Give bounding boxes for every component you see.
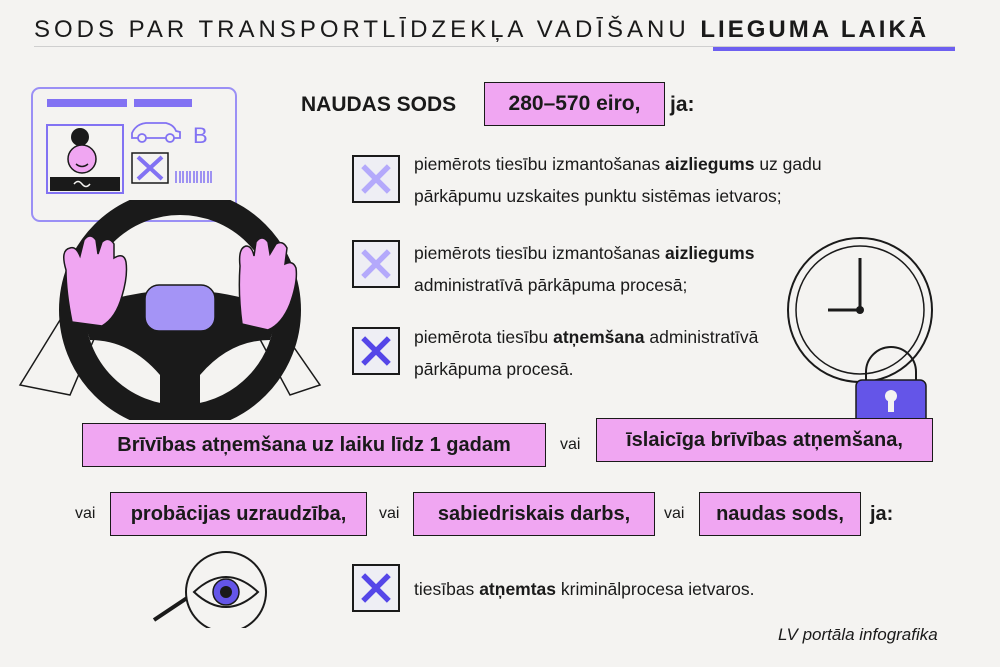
cross-icon: [352, 240, 400, 288]
fine-suffix: ja:: [670, 93, 695, 116]
credit-text: LV portāla infografika: [778, 625, 938, 644]
condition-text: piemērots tiesību izmantošanas aizliegums uz gadu pārkāpumu uzskaites punktu sistēmas ietvaros;: [414, 154, 822, 206]
penalty-probation: probācijas uzraudzība,: [110, 492, 367, 536]
license-category: B: [193, 123, 208, 148]
penalty-fine: naudas sods,: [699, 492, 861, 536]
penalties-suffix: ja:: [870, 503, 894, 525]
penalty-imprisonment: Brīvības atņemšana uz laiku līdz 1 gadam: [82, 423, 546, 467]
cross-icon: [352, 564, 400, 612]
connector-vai: vai: [664, 505, 685, 522]
penalty-short-detention: īslaicīga brīvības atņemšana,: [596, 418, 933, 462]
criminal-condition-text: tiesības atņemtas kriminālprocesa ietvaros.: [414, 579, 755, 599]
clock-lock-icon: [780, 230, 950, 425]
penalty-community-work: sabiedriskais darbs,: [413, 492, 655, 536]
title-underline: [713, 47, 955, 51]
title-regular: SODS PAR TRANSPORTLĪDZEKĻA VADĪŠANU: [34, 16, 690, 43]
fine-label: NAUDAS SODS: [301, 93, 457, 116]
page-title: [34, 16, 929, 44]
condition-text: piemērots tiesību izmantošanas aizliegums administratīvā pārkāpuma procesā;: [414, 243, 755, 295]
condition-text: piemērota tiesību atņemšana administratīvā pārkāpuma procesā.: [414, 327, 759, 379]
cross-icon: [352, 155, 400, 203]
title-bold: LIEGUMA LAIKĀ: [700, 16, 930, 43]
connector-vai: vai: [75, 505, 96, 522]
cross-icon: [352, 327, 400, 375]
magnifier-eye-icon: [138, 548, 288, 628]
connector-vai: vai: [560, 436, 581, 453]
steering-wheel-icon: [0, 200, 340, 420]
fine-amount-box: 280–570 eiro,: [484, 82, 665, 126]
connector-vai: vai: [379, 505, 400, 522]
